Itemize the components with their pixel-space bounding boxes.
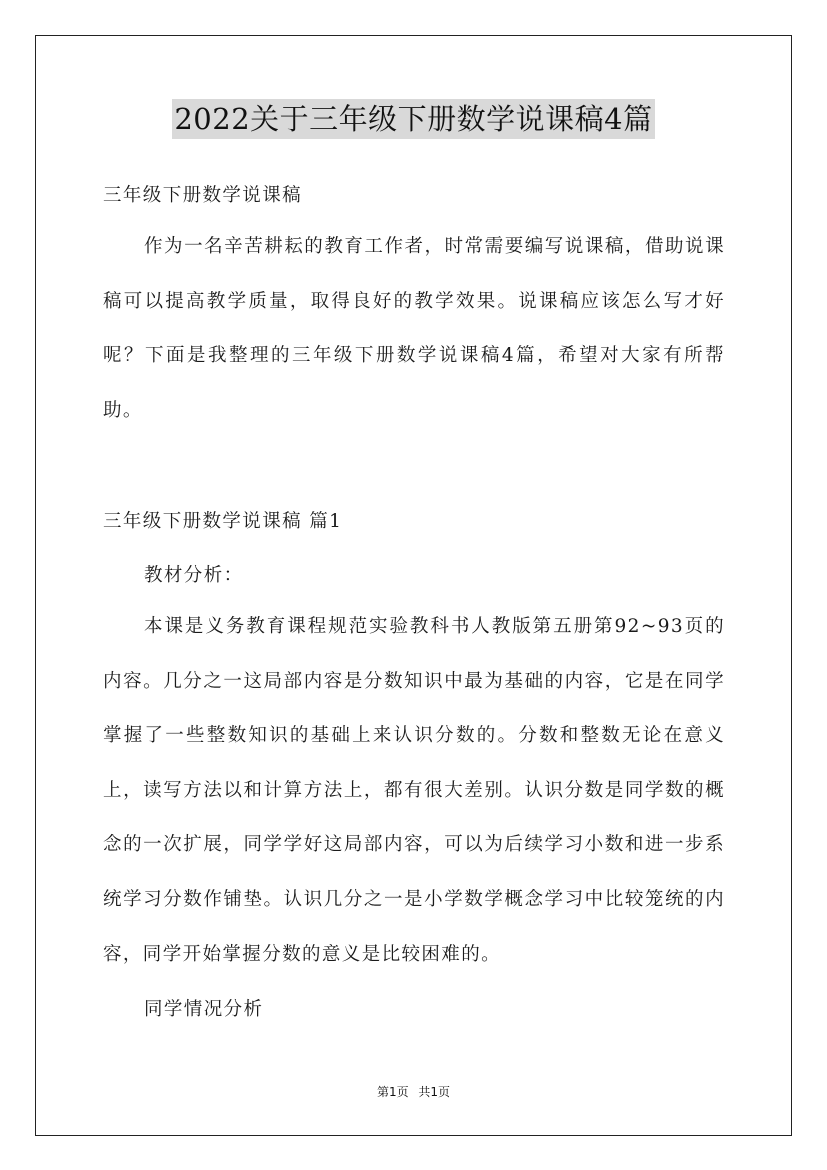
page-total: 共1页	[418, 1085, 451, 1099]
student-analysis-heading: 同学情况分析	[144, 999, 264, 1020]
title-container	[0, 99, 827, 139]
material-paragraph: 本课是义务教育课程规范实验教科书人教版第五册第92~93页的内容。几分之一这局部内容是分数知识中最为基础的内容，它是在同学掌握了一些整数知识的基础上来认识分数的。分数和整数无论在意义上，读写方法以和计算方法上，都有很大差别。认识分数是同学数的概念的一次扩展，同学学好这局部内容，可以为后续学习小数和进一步系统学习分数作铺垫。认识几分之一是小学数学概念学习中比较笼统的内容，同学开始掌握分数的意义是比较困难的。	[103, 616, 725, 965]
page-number: 第1页	[376, 1085, 409, 1099]
page-footer	[0, 1083, 827, 1100]
material-heading: 教材分析：	[144, 565, 244, 586]
section1-heading: 三年级下册数学说课稿 篇1	[103, 511, 343, 532]
intro-heading: 三年级下册数学说课稿	[103, 185, 303, 206]
intro-paragraph: 作为一名辛苦耕耘的教育工作者，时常需要编写说课稿，借助说课稿可以提高教学质量，取得良好的教学效果。说课稿应该怎么写才好呢？下面是我整理的三年级下册数学说课稿4篇，希望对大家有所帮助。	[103, 236, 725, 421]
document-title: 2022关于三年级下册数学说课稿4篇	[172, 99, 654, 139]
